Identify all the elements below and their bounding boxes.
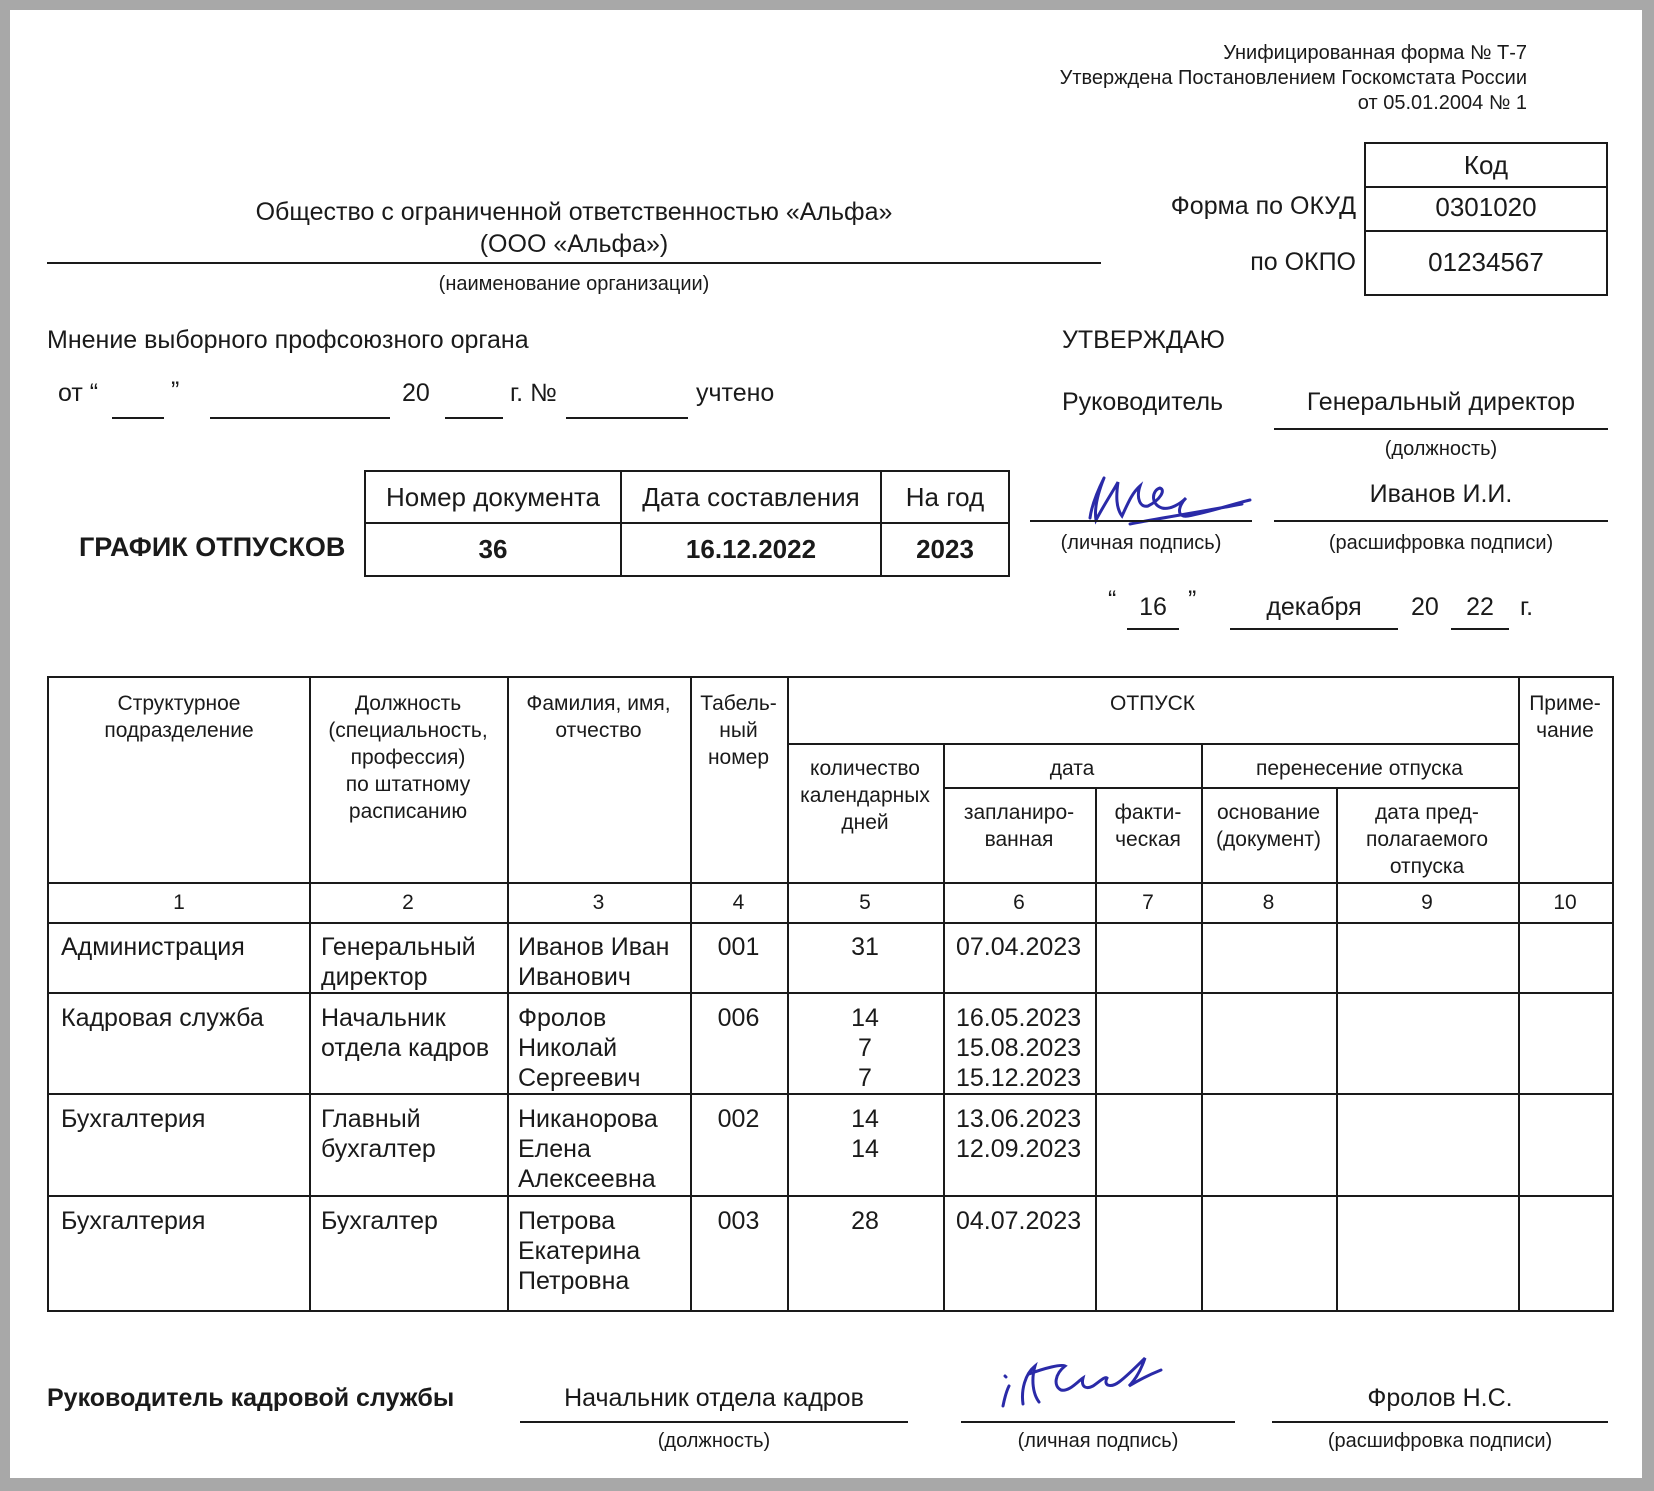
approval-year: 22 — [1466, 593, 1494, 621]
approval-day: 16 — [1139, 593, 1167, 621]
row4-fio: Петрова Екатерина Петровна — [518, 1207, 641, 1295]
document-title: ГРАФИК ОТПУСКОВ — [79, 532, 346, 562]
row1-position: Генеральный директор — [321, 933, 476, 991]
union-number-label: г. № — [510, 379, 557, 407]
footer-label: Руководитель кадровой службы — [47, 1384, 455, 1412]
union-year-prefix: 20 — [402, 379, 430, 407]
organization-name-line2: (ООО «Альфа») — [479, 230, 669, 258]
doc-col-date: Дата составления — [621, 471, 881, 523]
okpo-label: по ОКПО — [1250, 248, 1356, 276]
row4-position: Бухгалтер — [321, 1207, 438, 1235]
row1-days: 31 — [851, 933, 879, 961]
col-number-5: 5 — [859, 891, 871, 914]
approval-name: Иванов И.И. — [1369, 480, 1513, 508]
header-planned: запланиро- ванная — [963, 801, 1075, 851]
row1-fio: Иванов Иван Иванович — [518, 933, 670, 991]
organization-caption: (наименование организации) — [438, 273, 710, 295]
row3-dates: 13.06.2023 12.09.2023 — [956, 1105, 1082, 1163]
row4-tab: 003 — [717, 1207, 760, 1235]
col-number-1: 1 — [173, 891, 185, 914]
col-number-6: 6 — [1013, 891, 1025, 914]
row3-position: Главный бухгалтер — [321, 1105, 436, 1163]
header-actual: факти- ческая — [1114, 801, 1182, 851]
header-transfer: перенесение отпуска — [1255, 757, 1463, 780]
okud-label: Форма по ОКУД — [1170, 192, 1356, 220]
row4-dept: Бухгалтерия — [61, 1207, 206, 1235]
approval-signature-caption: (личная подпись) — [1060, 532, 1222, 554]
doc-number: 36 — [365, 523, 621, 576]
row1-dept: Администрация — [61, 933, 245, 961]
row3-days: 14 14 — [851, 1105, 879, 1163]
header-vacation: ОТПУСК — [1110, 692, 1195, 715]
col-number-7: 7 — [1142, 891, 1154, 914]
footer-position-caption: (должность) — [657, 1430, 771, 1452]
approval-year-suffix: г. — [1520, 593, 1534, 621]
approval-position: Генеральный директор — [1306, 388, 1576, 416]
footer-name: Фролов Н.С. — [1367, 1384, 1513, 1412]
vacation-schedule-table — [47, 676, 1614, 1312]
header-dept: Структурное подразделение — [104, 692, 254, 742]
date-quote-open: “ — [1108, 586, 1117, 614]
doc-year: 2023 — [881, 523, 1009, 576]
header-date: дата — [1049, 757, 1095, 780]
header-basis: основание (документ) — [1216, 801, 1321, 851]
hr-head-signature — [995, 1346, 1175, 1426]
form-header-line3: от 05.01.2004 № 1 — [1357, 92, 1527, 114]
director-signature — [1070, 468, 1260, 538]
col-number-2: 2 — [402, 891, 414, 914]
doc-col-year: На год — [881, 471, 1009, 523]
union-accounted: учтено — [696, 379, 775, 407]
okpo-value: 01234567 — [1428, 247, 1544, 277]
row3-tab: 002 — [717, 1105, 760, 1133]
row2-dates: 16.05.2023 15.08.2023 15.12.2023 — [956, 1004, 1082, 1092]
row2-dept: Кадровая служба — [61, 1004, 264, 1032]
row3-fio: Никанорова Елена Алексеевна — [518, 1105, 658, 1193]
union-quote-close: ” — [171, 377, 180, 405]
header-note: Приме- чание — [1529, 692, 1601, 742]
date-quote-close: ” — [1188, 586, 1197, 614]
row2-tab: 006 — [717, 1004, 760, 1032]
code-box — [1364, 142, 1608, 296]
approval-position-caption: (должность) — [1384, 438, 1498, 460]
col-number-10: 10 — [1553, 891, 1577, 914]
header-days: количество календарных дней — [800, 757, 930, 834]
document-info-table — [364, 470, 1010, 577]
code-header: Код — [1463, 150, 1509, 180]
header-fio: Фамилия, имя, отчество — [526, 692, 671, 742]
document-page — [10, 10, 1642, 1478]
col-number-9: 9 — [1421, 891, 1433, 914]
header-position: Должность (специальность, профессия) по штатному расписанию — [328, 692, 488, 823]
row1-tab: 001 — [717, 933, 760, 961]
row2-fio: Фролов Николай Сергеевич — [518, 1004, 641, 1092]
union-from: от “ — [58, 379, 99, 407]
approval-title: УТВЕРЖДАЮ — [1062, 326, 1225, 354]
col-number-8: 8 — [1262, 891, 1275, 914]
approval-year-prefix: 20 — [1411, 593, 1439, 621]
row2-days: 14 7 7 — [851, 1004, 879, 1092]
footer-position: Начальник отдела кадров — [564, 1384, 864, 1412]
footer-signature-caption: (личная подпись) — [1017, 1430, 1179, 1452]
doc-date: 16.12.2022 — [621, 523, 881, 576]
approval-head-label: Руководитель — [1062, 388, 1224, 416]
row2-position: Начальник отдела кадров — [321, 1004, 490, 1062]
doc-col-number: Номер документа — [365, 471, 621, 523]
row3-dept: Бухгалтерия — [61, 1105, 206, 1133]
row1-dates: 07.04.2023 — [956, 933, 1082, 961]
organization-name — [47, 196, 1101, 260]
form-header — [1060, 41, 1527, 116]
okud-value: 0301020 — [1435, 192, 1537, 222]
footer-name-caption: (расшифровка подписи) — [1327, 1430, 1553, 1452]
approval-name-caption: (расшифровка подписи) — [1328, 532, 1554, 554]
form-header-line1: Унифицированная форма № Т-7 — [1223, 42, 1527, 64]
approval-month: декабря — [1266, 593, 1362, 621]
row4-dates: 04.07.2023 — [956, 1207, 1082, 1235]
header-expected-date: дата пред- полагаемого отпуска — [1365, 801, 1489, 878]
union-title: Мнение выборного профсоюзного органа — [47, 326, 529, 354]
form-header-line2: Утверждена Постановлением Госкомстата России — [1059, 67, 1527, 89]
row4-days: 28 — [851, 1207, 879, 1235]
col-number-3: 3 — [592, 891, 605, 914]
organization-name-line1: Общество с ограниченной ответственностью «Альфа» — [255, 198, 893, 226]
col-number-4: 4 — [732, 891, 745, 914]
header-tab-number: Табель- ный номер — [700, 692, 777, 769]
